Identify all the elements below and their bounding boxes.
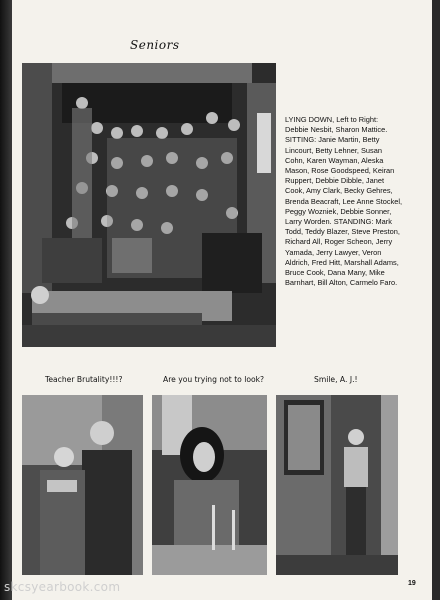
page-number: 19 (408, 580, 416, 587)
group-photo-caption: LYING DOWN, Left to Right: Debbie Nesbit, Sharon Mattice. SITTING: Janie Martin, Betty Lincourt, Betty Lehner, Susan Cohn, Karen Wayman, Aleska Mason, Rose Goodspeed, Keiran Ruppert, Debbie Dibble, Janet Cook, Amy Clark, Becky Gehres, Brenda Beacraft, Lee Anne Stockel, Peggy Wozniek, Debbie Sonner, Larry Worden. STANDING: Mark Todd, Teddy Blazer, Steve Preston, Richard All, Roger Scheon, Jerry Yamada, Jerry Lawyer, Veron Aldrich, Fred Hitt, Marshall Adams, Bruce Cook, Dana Many, Mike Barnhart, Bill Alton, Carmelo Faro. (285, 115, 403, 288)
smile-photo (276, 395, 398, 575)
photo-caption-3: Smile, A. J.! (314, 375, 358, 384)
photo-caption-2: Are you trying not to look? (163, 375, 265, 384)
student-lab-photo (152, 395, 267, 575)
teacher-photo (22, 395, 143, 575)
binding-shadow (0, 0, 12, 600)
photo-caption-1: Teacher Brutality!!!? (45, 375, 123, 384)
page-title: Seniors (130, 38, 180, 52)
yearbook-page (12, 0, 432, 600)
site-watermark: skcsyearbook.com (4, 580, 121, 594)
seniors-group-photo (22, 63, 276, 347)
